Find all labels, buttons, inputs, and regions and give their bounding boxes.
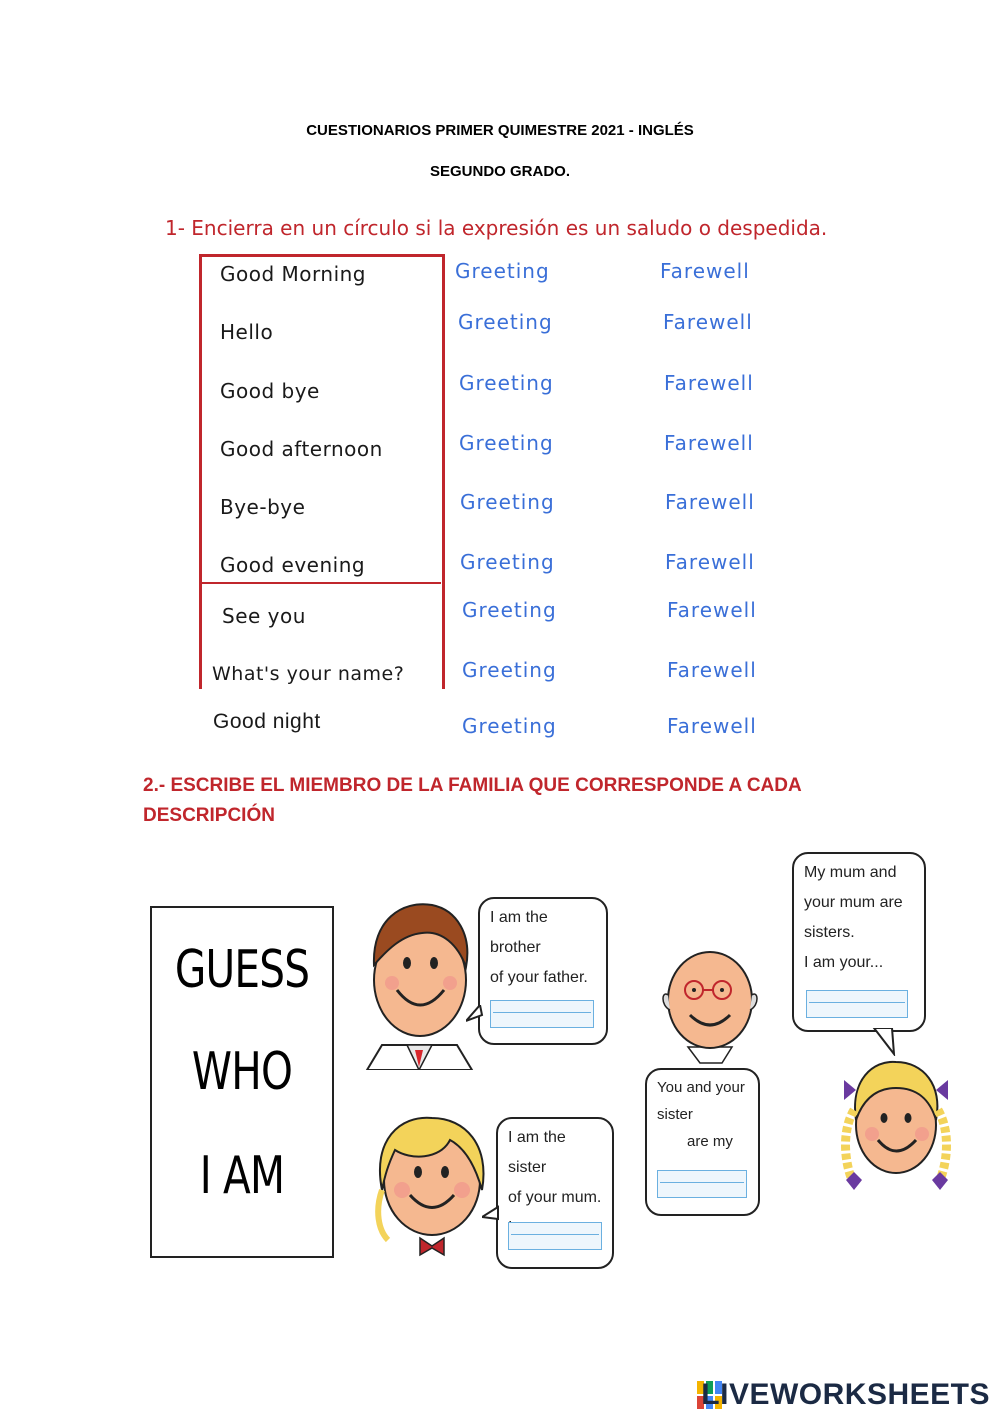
option-greeting-5[interactable]: Greeting [460, 490, 555, 514]
option-farewell-2[interactable]: Farewell [663, 310, 753, 334]
option-farewell-3[interactable]: Farewell [664, 371, 754, 395]
option-greeting-6[interactable]: Greeting [460, 550, 555, 574]
option-farewell-1[interactable]: Farewell [660, 259, 750, 283]
aunt-illustration [370, 1110, 495, 1260]
option-greeting-4[interactable]: Greeting [459, 431, 554, 455]
expression-good-evening: Good evening [220, 553, 366, 577]
section2-instruction-line2: DESCRIPCIÓN [143, 805, 275, 826]
cousin-bubble-line4: I am your... [804, 954, 884, 971]
section1-instruction: 1- Encierra en un círculo si la expresión es un saludo o despedida. [165, 216, 828, 240]
option-farewell-5[interactable]: Farewell [665, 490, 755, 514]
cousin-illustration [838, 1050, 953, 1195]
table-divider [201, 582, 441, 584]
option-greeting-8[interactable]: Greeting [462, 658, 557, 682]
liveworksheets-logo: LIVEWORKSHEETS [701, 1378, 990, 1411]
option-farewell-9[interactable]: Farewell [667, 714, 757, 738]
option-greeting-3[interactable]: Greeting [459, 371, 554, 395]
aunt-answer-input[interactable] [508, 1222, 602, 1250]
grandpa-bubble-line2: are my [687, 1133, 733, 1150]
i-am-word: I AM [199, 1146, 285, 1206]
expression-good-afternoon: Good afternoon [220, 437, 383, 461]
uncle-answer-input[interactable] [490, 1000, 594, 1028]
option-farewell-8[interactable]: Farewell [667, 658, 757, 682]
expression-see-you: See you [222, 604, 306, 628]
option-farewell-7[interactable]: Farewell [667, 598, 757, 622]
expression-good-morning: Good Morning [220, 262, 366, 286]
option-greeting-2[interactable]: Greeting [458, 310, 553, 334]
option-farewell-4[interactable]: Farewell [664, 431, 754, 455]
who-word: WHO [191, 1042, 293, 1102]
grandpa-illustration [650, 935, 760, 1065]
expression-good-bye: Good bye [220, 379, 320, 403]
aunt-bubble-line1: I am the sister [508, 1129, 566, 1176]
uncle-bubble-line1: I am the brother [490, 909, 548, 956]
expression-bye-bye: Bye-bye [220, 495, 306, 519]
guess-who-card [150, 906, 334, 1258]
worksheet-subtitle: SEGUNDO GRADO. [429, 163, 570, 180]
option-farewell-6[interactable]: Farewell [665, 550, 755, 574]
option-greeting-1[interactable]: Greeting [455, 259, 550, 283]
uncle-bubble-line2: of your father. [490, 969, 588, 986]
section2-instruction-line1: 2.- ESCRIBE EL MIEMBRO DE LA FAMILIA QUE CORRESPONDE A CADA [143, 775, 802, 796]
grandpa-bubble-line1: You and your sister [657, 1079, 745, 1123]
guess-word: GUESS [174, 940, 310, 1000]
option-greeting-7[interactable]: Greeting [462, 598, 557, 622]
cousin-answer-input[interactable] [806, 990, 908, 1018]
uncle-illustration [362, 895, 477, 1070]
uncle-bubble-tail [466, 1005, 486, 1025]
worksheet-title: CUESTIONARIOS PRIMER QUIMESTRE 2021 - INGLÉS [306, 122, 694, 139]
grandpa-answer-input[interactable] [657, 1170, 747, 1198]
aunt-bubble-tail [482, 1205, 502, 1225]
expression-whats-your-name: What's your name? [212, 663, 405, 685]
aunt-bubble-line2: of your mum. [508, 1189, 602, 1206]
cousin-bubble-line3: sisters. [804, 924, 855, 941]
expression-good-night: Good night [213, 710, 321, 733]
cousin-bubble-line1: My mum and [804, 864, 897, 881]
cousin-bubble-line2: your mum are [804, 894, 903, 911]
option-greeting-9[interactable]: Greeting [462, 714, 557, 738]
expression-hello: Hello [220, 320, 274, 344]
